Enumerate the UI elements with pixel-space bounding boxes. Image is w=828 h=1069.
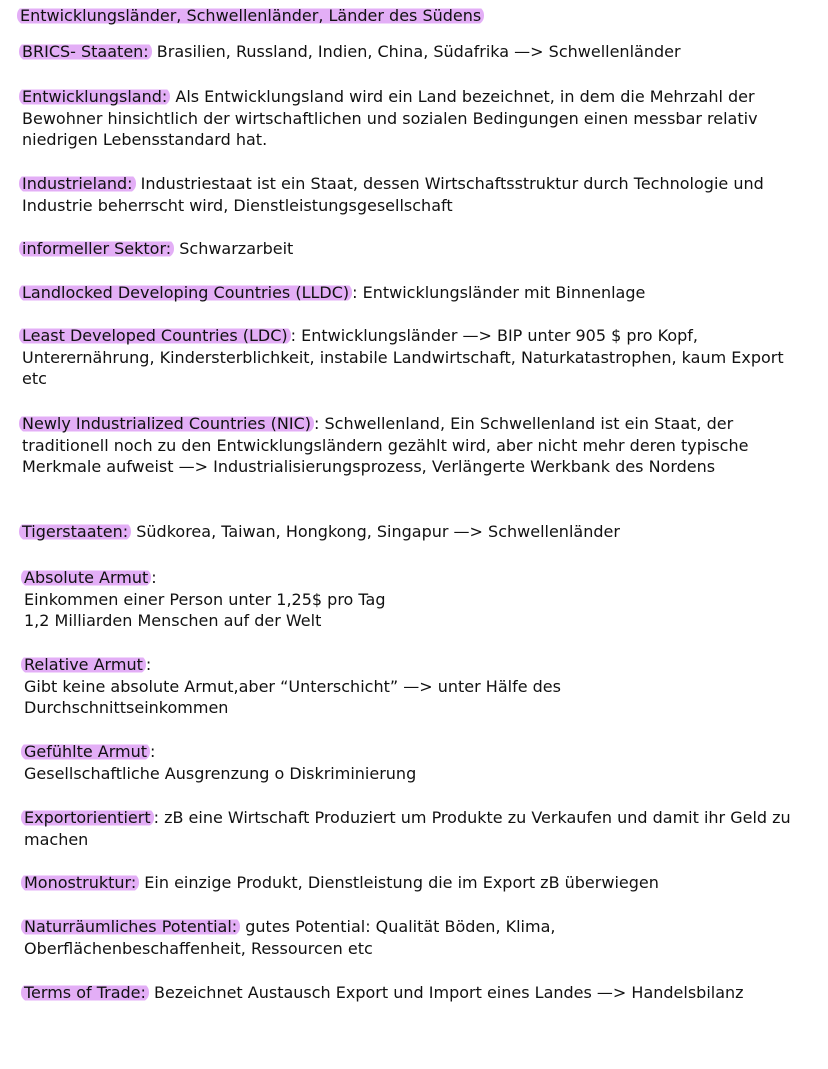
term: Least Developed Countries (LDC) (19, 326, 291, 345)
term: Gefühlte Armut (21, 742, 150, 761)
term: informeller Sektor: (19, 239, 174, 258)
term-colon: : (151, 568, 157, 587)
definition: Brasilien, Russland, Indien, China, Südafrika —> Schwellenländer (151, 42, 681, 61)
definition: Ein einzige Produkt, Dienstleistung die im Export zB überwiegen (139, 873, 659, 892)
definition: Schwarzarbeit (174, 239, 294, 258)
entry-terms-of-trade (24, 982, 744, 1004)
entry-monostruktur (24, 872, 814, 894)
entry-naturraeumliches-potential (24, 916, 664, 959)
definition: : zB eine Wirtschaft Produziert um Produkte zu Verkaufen und damit ihr Geld zu machen (24, 808, 791, 849)
definition: : Entwicklungsländer mit Binnenlage (352, 283, 646, 302)
term: Naturräumliches Potential: (21, 917, 240, 936)
definition-line: 1,2 Milliarden Menschen auf der Welt (24, 611, 322, 631)
entry-tigerstaaten (22, 521, 812, 543)
term: Relative Armut (21, 655, 146, 674)
entry-gefuehlte-armut (24, 741, 814, 784)
entry-ldc (22, 325, 812, 390)
definition: Südkorea, Taiwan, Hongkong, Singapur —> Schwellenländer (131, 522, 620, 541)
term-colon: : (150, 742, 156, 761)
entry-nic (22, 413, 812, 478)
entry-informeller-sektor (22, 238, 812, 260)
entry-entwicklungsland (22, 86, 812, 151)
entry-industrieland (22, 173, 812, 216)
term: Exportorientiert (21, 808, 154, 827)
definition: gutes Potential: Qualität Böden, Klima, Oberflächenbeschaffenheit, Ressourcen etc (24, 917, 556, 958)
title-highlight: Entwicklungsländer, Schwellenländer, Länder des Südens (17, 6, 484, 25)
document-title (20, 5, 484, 26)
term: Industrieland: (19, 174, 136, 193)
entry-absolute-armut (24, 567, 814, 632)
entry-lldc (22, 282, 812, 304)
entry-relative-armut (24, 654, 814, 719)
definition: : Schwellenland, Ein Schwellenland ist ein Staat, der traditionell noch zu den Entwicklungsländern gezählt wird, aber nicht mehr deren typische Merkmale aufweist —> Industrialisierungsprozess, Verlängerte Werkbank des Nordens (22, 414, 749, 477)
term: Entwicklungsland: (19, 87, 170, 106)
definition: : Entwicklungsländer —> BIP unter 905 $ pro Kopf, Unterernährung, Kindersterblichkeit, instabile Landwirtschaft, Naturkatastrophen, kaum Export etc (22, 326, 784, 389)
definition: Bezeichnet Austausch Export und Import eines Landes —> Handelsbilanz (148, 983, 744, 1002)
term: Landlocked Developing Countries (LLDC) (19, 283, 352, 302)
term: Tigerstaaten: (19, 522, 131, 541)
entry-brics (22, 41, 812, 63)
term: Monostruktur: (21, 873, 139, 892)
definition: Als Entwicklungsland wird ein Land bezeichnet, in dem die Mehrzahl der Bewohner hinsichtlich der wirtschaftlichen und sozialen Bedingungen einen messbar relativ niedrigen Lebensstandard hat. (22, 87, 758, 150)
term: Absolute Armut (21, 568, 151, 587)
term-colon: : (145, 655, 152, 674)
definition-line: Gesellschaftliche Ausgrenzung o Diskriminierung (24, 763, 417, 783)
definition-line: Einkommen einer Person unter 1,25$ pro Tag (24, 589, 386, 609)
definition-line: Gibt keine absolute Armut,aber “Unterschicht” —> unter Hälfe des Durchschnittseinkommen (24, 676, 561, 718)
definition: Industriestaat ist ein Staat, dessen Wirtschaftsstruktur durch Technologie und Industrie beherrscht wird, Dienstleistungsgesellschaft (22, 174, 764, 215)
term: Newly Industrialized Countries (NIC) (19, 414, 314, 433)
entry-exportorientiert (24, 807, 814, 850)
term: BRICS- Staaten: (19, 42, 152, 61)
term: Terms of Trade: (21, 983, 149, 1002)
